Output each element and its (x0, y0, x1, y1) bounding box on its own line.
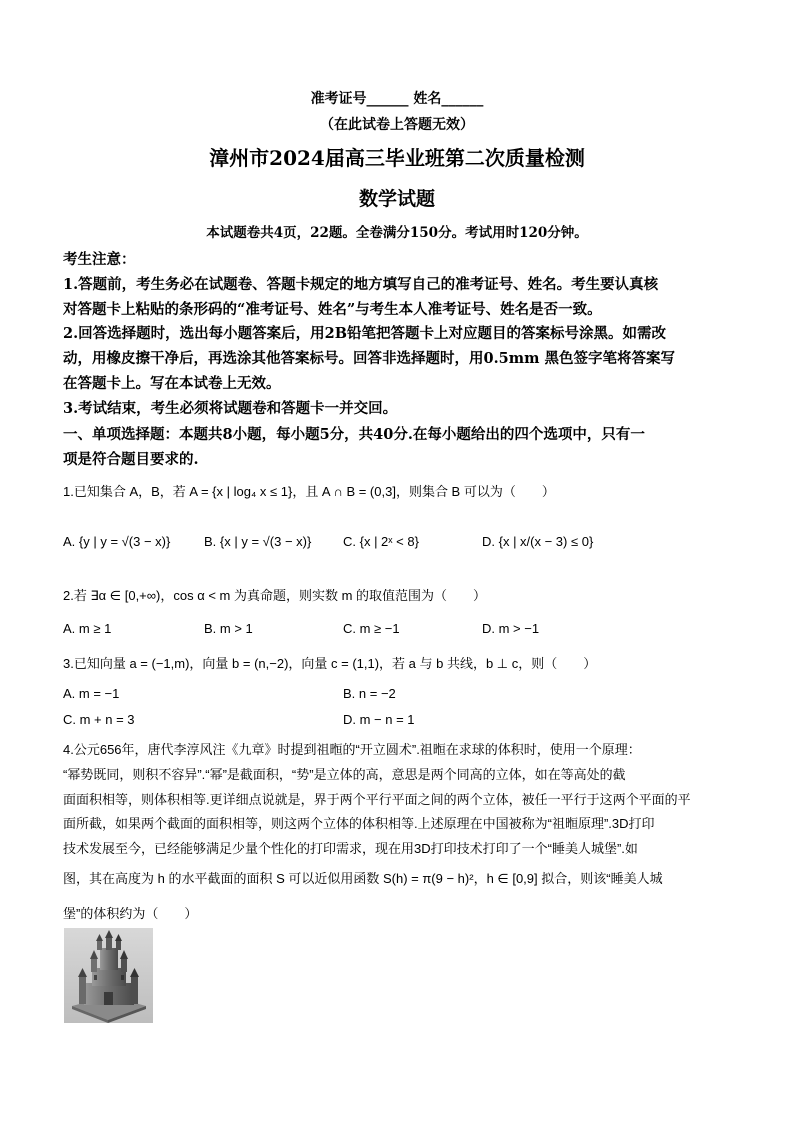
instructions-heading: 考生注意： (63, 251, 136, 268)
question-4-line: 面所截，如果两个截面的面积相等，则这两个立体的体积相等.上述原理在中国被称为“祖暅原理”.3D打印 (63, 816, 655, 831)
question-4-line: 4.公元656年，唐代李淳风注《九章》时提到祖暅的“开立圆术”.祖暅在求球的体积时，使用一个原理： (63, 742, 641, 757)
q3-option-b: B. n = −2 (343, 686, 396, 701)
q1-option-c: C. {x | 2ˣ < 8} (343, 534, 419, 549)
instruction-line: 在答题卡上。写在本试卷上无效。 (63, 375, 281, 392)
q3-option-a: A. m = −1 (63, 686, 120, 701)
instruction-line: 3.考试结束，考生必须将试题卷和答题卡一并交回。 (63, 400, 398, 417)
invalid-notice: （在此试卷上答题无效） (320, 117, 474, 133)
question-4-line: “幂势既同，则积不容异”.“幂”是截面积，“势”是立体的高，意思是两个同高的立体，如在等高处的截 (63, 767, 626, 782)
exam-id-line: 准考证号______ 姓名______ (310, 91, 484, 107)
q2-option-a: A. m ≥ 1 (63, 621, 112, 636)
q2-option-d: D. m > −1 (482, 621, 540, 636)
instruction-line: 对答题卡上粘贴的条形码的“准考证号、姓名”与考生本人准考证号、姓名是否一致。 (63, 301, 602, 318)
section-heading-cont: 项是符合题目要求的. (63, 451, 199, 468)
q2-option-b: B. m > 1 (204, 621, 253, 636)
question-4-line: 图，其在高度为 h 的水平截面的面积 S 可以近似用函数 S(h) = π(9 − h)²，h ∈ [0,9] 拟合，则该“睡美人城 (63, 871, 663, 886)
q1-option-b: B. {x | y = √(3 − x)} (204, 534, 312, 549)
instruction-line: 2.回答选择题时，选出每小题答案后，用2B铅笔把答题卡上对应题目的答案标号涂黑。如需改 (63, 325, 666, 342)
q1-option-d: D. {x | x/(x − 3) ≤ 0} (482, 534, 594, 549)
question-2-stem: 2.若 ∃α ∈ [0,+∞)，cos α < m 为真命题，则实数 m 的取值范围为（ ） (63, 588, 487, 603)
subject-title: 数学试题 (358, 188, 435, 210)
q1-option-a: A. {y | y = √(3 − x)} (63, 534, 171, 549)
instruction-line: 动，用橡皮擦干净后，再选涂其他答案标号。回答非选择题时，用0.5mm 黑色签字笔将答案写 (63, 350, 675, 367)
instruction-line: 1.答题前，考生务必在试题卷、答题卡规定的地方填写自己的准考证号、姓名。考生要认真核 (63, 276, 659, 293)
question-3-stem: 3.已知向量 a = (−1,m)，向量 b = (n,−2)，向量 c = (1,1)，若 a 与 b 共线，b ⊥ c，则（ ） (63, 656, 597, 671)
q3-option-d: D. m − n = 1 (343, 712, 415, 727)
question-4-line: 堡”的体积约为（ ） (63, 906, 198, 921)
question-4-line: 技术发展至今，已经能够满足少量个性化的打印需求，现在用3D打印技术打印了一个“睡美人城堡”.如 (63, 841, 638, 856)
section-heading: 一、单项选择题：本题共8小题，每小题5分，共40分.在每小题给出的四个选项中，只有一 (63, 426, 645, 443)
exam-summary: 本试题卷共4页，22题。全卷满分150分。考试用时120分钟。 (206, 225, 588, 241)
question-1-stem: 1.已知集合 A，B，若 A = {x | log₄ x ≤ 1}，且 A ∩ B = (0,3]，则集合 B 可以为（ ） (63, 484, 555, 499)
question-4-line: 面面积相等，则体积相等.更详细点说就是，界于两个平行平面之间的两个立体，被任一平行于这两个平面的平 (63, 792, 691, 807)
q2-option-c: C. m ≥ −1 (343, 621, 400, 636)
q3-option-c: C. m + n = 3 (63, 712, 135, 727)
castle-3d-print-image (64, 928, 153, 1023)
exam-title: 漳州市2024届高三毕业班第二次质量检测 (209, 146, 585, 170)
